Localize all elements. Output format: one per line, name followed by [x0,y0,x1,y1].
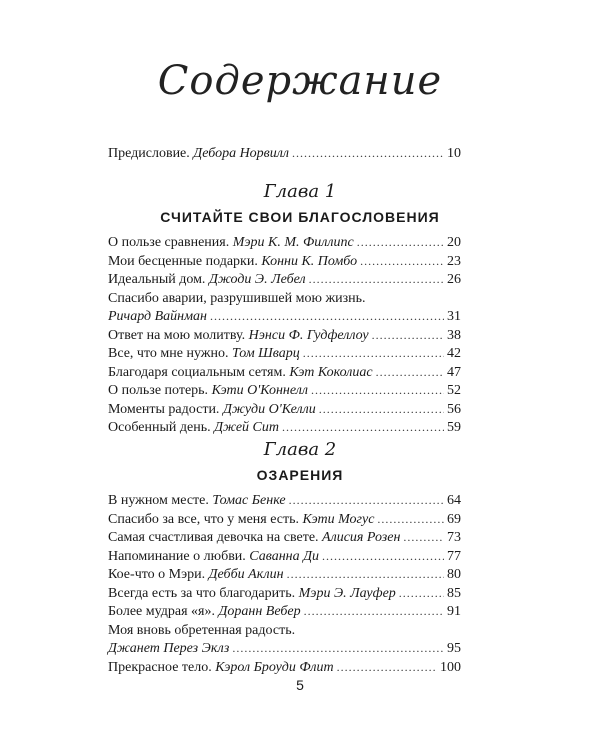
toc-entry-page: 47 [447,364,461,380]
toc-entry-page: 42 [447,346,461,361]
chapter-1-title: СЧИТАЙТЕ СВОИ БЛАГОСЛОВЕНИЯ [160,209,440,225]
toc-entry[interactable] [108,493,461,512]
toc-entry-author: Алисия Розен [322,530,401,545]
page-title: Содержание [157,58,443,104]
toc-entry-text [108,567,284,583]
toc-entry-title: Более мудрая «я». [108,604,215,619]
toc-entry-author: Кэти Могус [302,511,375,527]
toc-entry-title: О пользе сравнения. [108,235,230,250]
chapter-1-entries [108,235,461,439]
toc-entry-page: 20 [447,235,461,250]
toc-entry[interactable] [108,365,461,384]
dot-leader [282,420,444,436]
toc-entry-text [108,383,308,399]
toc-entry-first-line[interactable] [108,291,461,310]
toc-entry-first-line[interactable] [108,623,461,642]
toc-entry-title: Самая счастливая девочка на свете. [108,530,319,545]
dot-leader [303,346,444,362]
toc-entry-author: Саванна Ди [249,548,320,564]
toc-entry-text [108,146,289,162]
toc-entry-title: Благодаря социальным сетям. [108,364,286,380]
toc-entry-text [108,512,374,528]
chapter-1-label: Глава 1 [263,181,337,202]
toc-entry-author: Джей Сит [214,420,279,435]
toc-entry-title: Моменты радости. [108,401,220,417]
toc-entry-text [108,530,400,546]
toc-entry[interactable] [108,641,461,660]
toc-entry-page: 26 [447,272,461,287]
toc-entry-page: 10 [447,146,461,161]
toc-entry-page: 77 [447,548,461,564]
toc-entry[interactable] [108,549,461,568]
toc-entry-author: Томас Бенке [212,493,286,508]
toc-entry-title: Все, что мне нужно. [108,346,229,361]
dot-leader [376,365,444,381]
toc-entry-author: Кэти О'Коннелл [211,383,308,398]
toc-entry[interactable] [108,660,461,679]
dot-leader [232,641,444,657]
toc-entry-text [108,420,279,436]
dot-leader [337,660,437,676]
toc-entry-text [108,272,306,288]
toc-entry-text [108,402,316,418]
toc-entry-author: Ричард Вайнман [108,309,208,324]
page-number: 5 [296,677,304,693]
toc-entry-title: Идеальный дом. [108,272,206,287]
preface-entry-block [108,146,461,165]
toc-entry[interactable] [108,235,461,254]
toc-entry-text [108,235,354,251]
toc-entry-page: 73 [447,530,461,545]
toc-entry[interactable] [108,567,461,586]
toc-entry-author: Конни К. Помбо [261,253,358,269]
toc-entry-page: 56 [447,401,461,417]
toc-entry-page: 95 [447,641,461,656]
dot-leader [287,567,444,583]
chapter-2-label: Глава 2 [263,439,337,460]
toc-entry-title: Прекрасное тело. [108,659,212,675]
toc-entry[interactable] [108,586,461,605]
toc-entry-title: Напоминание о любви. [108,548,246,564]
toc-entry-author: Мэри Э. Лауфер [298,585,396,601]
toc-entry[interactable] [108,530,461,549]
toc-entry-page: 100 [440,659,461,675]
toc-entry[interactable] [108,512,461,531]
toc-entry-text [108,254,357,270]
toc-entry[interactable] [108,402,461,421]
toc-entry-page: 64 [447,493,461,508]
toc-entry-title: Кое-что о Мэри. [108,567,206,582]
toc-entry-author: Кэт Коколиас [289,364,373,380]
toc-entry-author: Кэрол Броуди Флит [215,659,334,675]
toc-entry-page: 85 [447,585,461,601]
toc-entry-title: Спасибо за все, что у меня есть. [108,511,300,527]
toc-entry-text [108,328,369,344]
toc-entry-title: В нужном месте. [108,493,209,508]
toc-entry-title: О пользе потерь. [108,383,209,398]
dot-leader [377,512,444,528]
toc-entry-author: Джуди О'Келли [222,401,316,417]
dot-leader [292,146,444,162]
dot-leader [372,328,444,344]
toc-entry-author: Джанет Перез Эклз [108,641,230,656]
toc-entry[interactable] [108,328,461,347]
toc-entry-author: Джоди Э. Лебел [208,272,306,287]
toc-entry-text [108,365,373,381]
toc-entry-title: Особенный день. [108,420,211,435]
toc-entry[interactable] [108,346,461,365]
toc-entry-author: Том Шварц [231,346,300,361]
toc-entry-author: Дебби Аклин [208,567,284,582]
chapter-2-entries [108,493,461,678]
toc-entry-text [108,604,301,620]
toc-entry-text [108,493,286,509]
toc-entry[interactable] [108,146,461,165]
toc-entry[interactable] [108,254,461,273]
toc-entry-text [108,660,334,676]
toc-entry[interactable] [108,383,461,402]
toc-entry-page: 31 [447,309,461,324]
dot-leader [403,530,444,546]
dot-leader [357,235,444,251]
toc-entry-page: 59 [447,420,461,435]
toc-entry-title: Ответ на мою молитву. [108,327,246,343]
toc-entry-text [108,549,319,565]
dot-leader [289,493,444,509]
toc-entry[interactable] [108,309,461,328]
dot-leader [311,383,444,399]
toc-entry[interactable] [108,272,461,291]
toc-entry-title: Мои бесценные подарки. [108,253,258,269]
toc-entry-author: Дебора Норвилл [193,146,289,161]
dot-leader [210,309,444,325]
toc-entry-title: Предисловие. [108,146,190,161]
dot-leader [304,604,444,620]
toc-entry-title: Спасибо аварии, разрушившей мою жизнь. [108,290,366,306]
toc-entry-title: Моя вновь обретенная радость. [108,622,296,638]
toc-entry-page: 52 [447,383,461,398]
toc-entry-author: Мэри К. М. Филлипс [232,235,354,250]
toc-entry-text [108,586,396,602]
dot-leader [309,272,444,288]
dot-leader [360,254,444,270]
toc-entry-text [108,346,300,362]
toc-entry-author: Доранн Вебер [218,604,301,619]
toc-entry-page: 80 [447,567,461,582]
toc-entry[interactable] [108,604,461,623]
toc-entry-page: 91 [447,604,461,619]
toc-entry-title: Всегда есть за что благодарить. [108,585,296,601]
toc-entry-page: 38 [447,327,461,343]
toc-entry-author: Нэнси Ф. Гудфеллоу [248,327,369,343]
toc-entry-page: 23 [447,253,461,269]
dot-leader [319,402,444,418]
toc-entry-page: 69 [447,511,461,527]
dot-leader [322,549,444,565]
dot-leader [399,586,444,602]
toc-entry[interactable] [108,420,461,439]
chapter-2-title: ОЗАРЕНИЯ [256,467,344,483]
